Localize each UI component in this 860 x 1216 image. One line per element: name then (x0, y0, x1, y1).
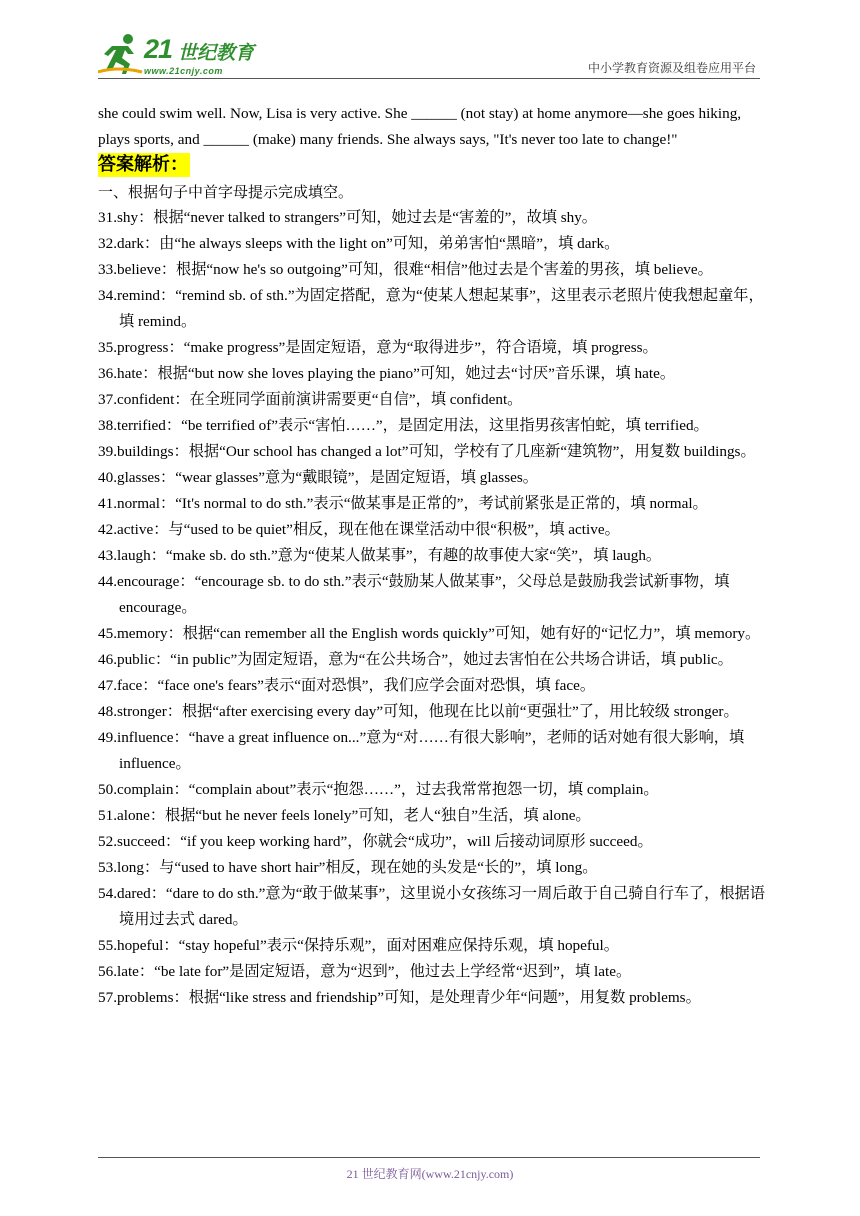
answer-item: 33.believe：根据“now he's so outgoing”可知，很难“相信”他过去是个害羞的男孩，填 believe。 (98, 261, 713, 278)
answer-item: 46.public：“in public”为固定短语，意为“在公共场合”，她过去害怕在公共场合讲话，填 public。 (98, 651, 733, 668)
site-logo[interactable] (98, 32, 258, 76)
answer-item: 55.hopeful：“stay hopeful”表示“保持乐观”，面对困难应保持乐观，填 hopeful。 (98, 937, 619, 954)
answer-item: 41.normal：“It's normal to do sth.”表示“做某事是正常的”，考试前紧张是正常的，填 normal。 (98, 495, 708, 512)
answer-item: 37.confident：在全班同学面前演讲需要更“自信”，填 confident。 (98, 391, 523, 408)
answer-item: 38.terrified：“be terrified of”表示“害怕……”，是固定用法，这里指男孩害怕蛇，填 terrified。 (98, 417, 709, 434)
answer-item: 51.alone：根据“but he never feels lonely”可知，老人“独自”生活，填 alone。 (98, 807, 591, 824)
answer-item: 44.encourage：“encourage sb. to do sth.”表示“鼓励某人做某事”，父母总是鼓励我尝试新事物，填 encourage。 (98, 573, 730, 616)
answer-item: 49.influence：“have a great influence on...”意为“对……有很大影响”，老师的话对她有很大影响，填 influence。 (98, 729, 745, 772)
answer-item: 36.hate：根据“but now she loves playing the piano”可知，她过去“讨厌”音乐课，填 hate。 (98, 365, 676, 382)
answer-item: 34.remind：“remind sb. of sth.”为固定搭配，意为“使某人想起某事”，这里表示老照片使我想起童年，填 remind。 (98, 287, 764, 330)
footer-divider (98, 1157, 760, 1158)
answer-list (98, 205, 768, 1011)
answer-item: 47.face：“face one's fears”表示“面对恐惧”，我们应学会面对恐惧，填 face。 (98, 677, 596, 694)
passage-continuation: she could swim well. Now, Lisa is very active. She ______ (not stay) at home anymore—she goes hiking, plays sports, and ______ (make) many friends. She always says, "It's never too late to change!" (98, 105, 742, 148)
answer-item: 48.stronger：根据“after exercising every day”可知，他现在比以前“更强壮”了，用比较级 stronger。 (98, 703, 739, 720)
answer-item: 40.glasses：“wear glasses”意为“戴眼镜”，是固定短语，填 glasses。 (98, 469, 538, 486)
answer-item: 35.progress：“make progress”是固定短语，意为“取得进步”，符合语境，填 progress。 (98, 339, 658, 356)
logo-chinese-name: 世纪教育 (178, 42, 255, 64)
answer-item: 57.problems：根据“like stress and friendship”可知，是处理青少年“问题”，用复数 problems。 (98, 989, 701, 1006)
section-title: 一、根据句子中首字母提示完成填空。 (98, 183, 354, 201)
answer-heading-row (98, 153, 768, 179)
logo-number: 21 (144, 34, 173, 64)
answer-item: 50.complain：“complain about”表示“抱怨……”，过去我常常抱怨一切，填 complain。 (98, 781, 659, 798)
logo-url: www.21cnjy.com (144, 66, 223, 76)
page-header (98, 28, 760, 80)
page-footer[interactable]: 21 世纪教育网(www.21cnjy.com) (346, 1167, 514, 1181)
answer-item: 42.active：与“used to be quiet”相反，现在他在课堂活动中很“积极”，填 active。 (98, 521, 620, 538)
answer-item: 45.memory：根据“can remember all the English words quickly”可知，她有好的“记忆力”，填 memory。 (98, 625, 761, 642)
answer-item: 39.buildings：根据“Our school has changed a lot”可知，学校有了几座新“建筑物”，用复数 buildings。 (98, 443, 756, 460)
header-divider (98, 78, 760, 79)
answer-item: 52.succeed：“if you keep working hard”，你就会“成功”，will 后接动词原形 succeed。 (98, 833, 653, 850)
answer-item: 56.late：“be late for”是固定短语，意为“迟到”，他过去上学经常“迟到”，填 late。 (98, 963, 632, 980)
answer-heading: 答案解析： (98, 154, 188, 175)
document-body (98, 101, 768, 1011)
answer-item: 43.laugh：“make sb. do sth.”意为“使某人做某事”，有趣的故事使大家“笑”，填 laugh。 (98, 547, 662, 564)
answer-item: 32.dark：由“he always sleeps with the light on”可知，弟弟害怕“黑暗”，填 dark。 (98, 235, 620, 252)
answer-item: 54.dared：“dare to do sth.”意为“敢于做某事”，这里说小女孩练习一周后敢于自己骑自行车了，根据语境用过去式 dared。 (98, 885, 765, 928)
platform-tagline: 中小学教育资源及组卷应用平台 (587, 61, 756, 75)
runner-icon (98, 32, 146, 76)
answer-item: 53.long：与“used to have short hair”相反，现在她的头发是“长的”，填 long。 (98, 859, 598, 876)
answer-item: 31.shy：根据“never talked to strangers”可知，她过去是“害羞的”，故填 shy。 (98, 209, 597, 226)
